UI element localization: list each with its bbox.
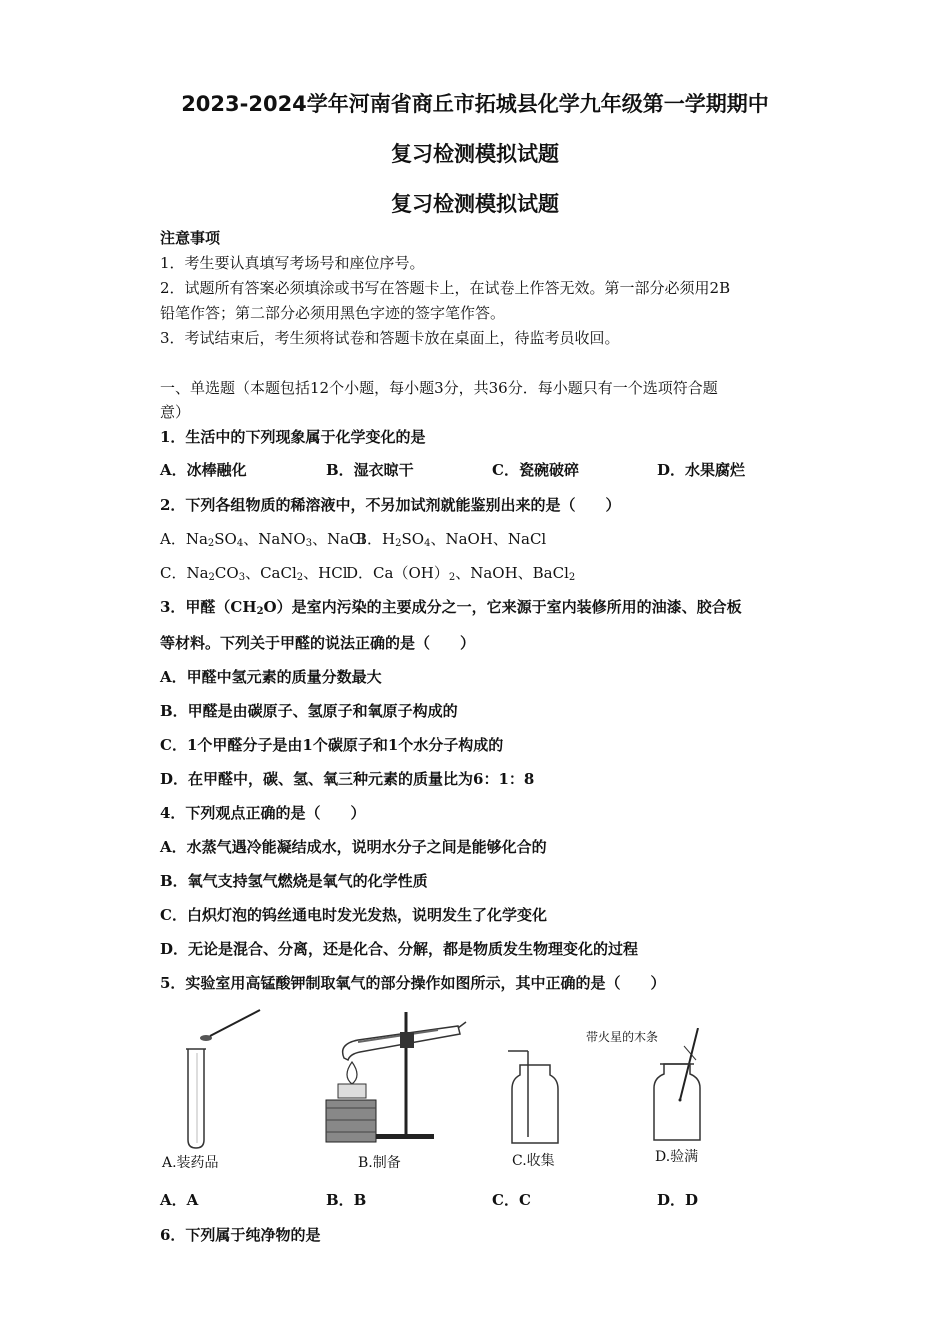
q3-option-b[interactable]: B．甲醛是由碳原子、氢原子和氧原子构成的 (160, 702, 458, 720)
section-heading-cont: 意） (160, 403, 191, 421)
q1-stem: 1．生活中的下列现象属于化学变化的是 (160, 428, 426, 446)
figure-label-c: C.收集 (512, 1153, 555, 1169)
notice-item: 2．试题所有答案必须填涂或书写在答题卡上，在试卷上作答无效。第一部分必须用2B (160, 279, 731, 297)
q2-stem: 2．下列各组物质的稀溶液中，不另加试剂就能鉴别出来的是（ ） (160, 496, 621, 514)
q5-stem: 5．实验室用高锰酸钾制取氧气的部分操作如图所示，其中正确的是（ ） (160, 974, 666, 992)
q3-stem: 3．甲醛$(CH_2O)$是室内污染的主要成分之一，它来源于室内装修所用的油漆、胶合板 (160, 598, 742, 617)
q4-option-d[interactable]: D．无论是混合、分离，还是化合、分解，都是物质发生物理变化的过程 (160, 940, 639, 958)
figure-note-splint: 带火星的木条 (586, 1030, 659, 1044)
q3-option-d[interactable]: D．在甲醛中，碳、氢、氧三种元素的质量比为6：1：8 (160, 770, 535, 788)
q4-option-b[interactable]: B．氧气支持氢气燃烧是氧气的化学性质 (160, 872, 428, 890)
gas-bottle-figure (500, 1045, 570, 1150)
q1-option-c[interactable]: C．瓷碗破碎 (492, 461, 579, 479)
q5-option-c[interactable]: C．C (492, 1191, 531, 1209)
figure-label-b: B.制备 (358, 1155, 401, 1171)
q1-option-d[interactable]: D．水果腐烂 (657, 461, 746, 479)
q3-option-c[interactable]: C．1个甲醛分子是由1个碳原子和1个水分子构成的 (160, 736, 504, 754)
q4-option-c[interactable]: C．白炽灯泡的钨丝通电时发光发热，说明发生了化学变化 (160, 906, 547, 924)
q5-option-d[interactable]: D．D (657, 1191, 699, 1209)
q4-option-a[interactable]: A．水蒸气遇冷能凝结成水，说明水分子之间是能够化合的 (160, 838, 547, 856)
notice-item: 铅笔作答；第二部分必须用黑色字迹的签字笔作答。 (160, 304, 506, 322)
q2-option-b[interactable]: B．$H_2SO_4$、NaOH、NaCl (356, 530, 547, 549)
figure-label-a: A.装药品 (162, 1155, 219, 1171)
q1-option-b[interactable]: B．湿衣晾干 (326, 461, 414, 479)
q4-stem: 4．下列观点正确的是（ ） (160, 804, 366, 822)
notice-item: 1．考生要认真填写考场号和座位序号。 (160, 254, 425, 272)
q2-option-d[interactable]: D．$Ca(OH)_2$、NaOH、BaCl$_2$ (346, 564, 576, 583)
q3-stem-cont: 等材料。下列关于甲醛的说法正确的是（ ） (160, 634, 476, 652)
q5-option-b[interactable]: B．B (326, 1191, 367, 1209)
notice-item: 3．考试结束后，考生须将试卷和答题卡放在桌面上，待监考员收回。 (160, 329, 620, 347)
figure-label-d: D.验满 (655, 1149, 699, 1165)
test-tube-figure (170, 1005, 270, 1155)
section-heading: 一、单选题（本题包括12个小题，每小题3分，共36分．每小题只有一个选项符合题 (160, 379, 718, 397)
heating-apparatus-figure (318, 1008, 468, 1150)
q5-option-a[interactable]: A．A (160, 1191, 199, 1209)
q2-option-a[interactable]: A．$Na_2SO_4$、NaNO$_3$、NaCl (160, 530, 366, 549)
doc-title-line3: 复习检测模拟试题 (391, 192, 559, 216)
q1-option-a[interactable]: A．冰棒融化 (160, 461, 247, 479)
q6-stem: 6．下列属于纯净物的是 (160, 1226, 321, 1244)
q3-option-a[interactable]: A．甲醛中氢元素的质量分数最大 (160, 668, 382, 686)
doc-title-line1: 2023-2024学年河南省商丘市拓城县化学九年级第一学期期中 (181, 92, 769, 116)
splint-test-figure (640, 1028, 720, 1148)
doc-title-line2: 复习检测模拟试题 (391, 142, 559, 166)
q2-option-c[interactable]: C．$Na_2CO_3$、CaCl$_2$、HCl (160, 564, 348, 583)
notice-heading: 注意事项 (160, 229, 221, 247)
